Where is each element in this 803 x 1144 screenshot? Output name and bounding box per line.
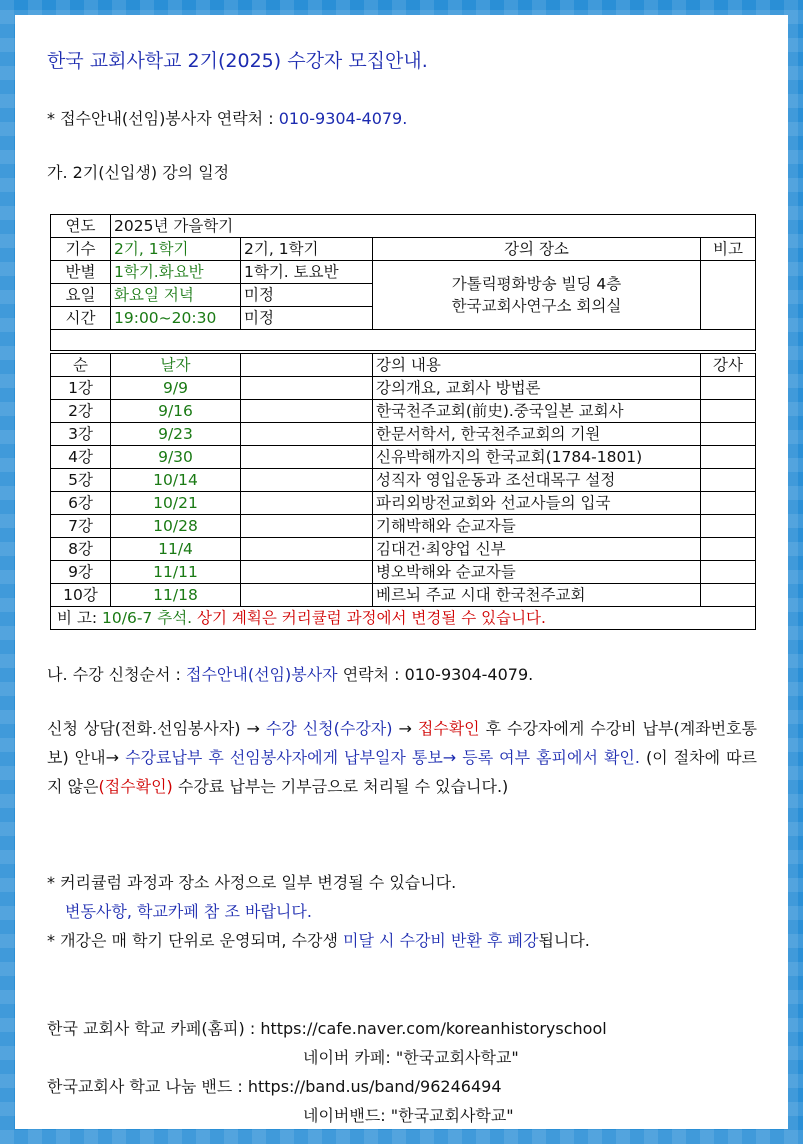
lecture-blank [241, 561, 373, 584]
lecture-row [51, 469, 756, 492]
place-cell [373, 261, 701, 330]
notice-page [15, 15, 788, 1129]
note-date: 10/6-7 추석. [102, 609, 198, 627]
lecture-lecturer [701, 446, 756, 469]
lecture-blank [241, 377, 373, 400]
header-date: 날자 [111, 354, 241, 377]
info-row-year [51, 215, 756, 238]
lecture-row [51, 400, 756, 423]
cafe-url-link[interactable]: https://cafe.naver.com/koreanhistoryschool [260, 1019, 607, 1038]
lecture-table [50, 353, 756, 630]
lecture-content: 김대건·최양업 신부 [373, 538, 701, 561]
process-p5: 후 수강자에게 수강비 납부(계좌번호통보) 안내→ [47, 719, 757, 767]
lecture-content: 파리외방전교회와 선교사들의 입국 [373, 492, 701, 515]
lecture-no: 8강 [51, 538, 111, 561]
lecture-date: 10/28 [111, 515, 241, 538]
info-row-gisu [51, 238, 756, 261]
lecture-no: 5강 [51, 469, 111, 492]
page-title: 한국 교회사학교 2기(2025) 수강자 모집안내. [47, 50, 428, 72]
lecture-row [51, 561, 756, 584]
lecture-content: 신유박해까지의 한국교회(1784-1801) [373, 446, 701, 469]
lecture-lecturer [701, 469, 756, 492]
header-content: 강의 내용 [373, 354, 701, 377]
lecture-content: 기해박해와 순교자들 [373, 515, 701, 538]
lecture-content: 병오박해와 순교자들 [373, 561, 701, 584]
section-b-highlight: 접수안내(선임)봉사자 [186, 665, 338, 684]
lecture-no: 4강 [51, 446, 111, 469]
gisu-label: 기수 [51, 238, 111, 261]
lecture-date: 9/9 [111, 377, 241, 400]
class-1: 1학기.화요반 [111, 261, 241, 284]
lecture-no: 9강 [51, 561, 111, 584]
place-line-1: 가톨릭평화방송 빌딩 4층 [451, 275, 622, 293]
header-no: 순 [51, 354, 111, 377]
lecture-lecturer [701, 400, 756, 423]
lecture-row [51, 492, 756, 515]
lecture-lecturer [701, 492, 756, 515]
band-name: 네이버밴드: "한국교회사학교" [303, 1106, 514, 1125]
lecture-no: 3강 [51, 423, 111, 446]
lecture-lecturer [701, 515, 756, 538]
lecture-no: 1강 [51, 377, 111, 400]
lecture-blank [241, 446, 373, 469]
lecture-lecturer [701, 538, 756, 561]
process-p1: 신청 상담(전화.선임봉사자) → [47, 719, 266, 738]
lecture-content: 한국천주교회(前史).중국일본 교회사 [373, 400, 701, 423]
lecture-row [51, 423, 756, 446]
process-paragraph [47, 714, 757, 801]
lecture-blank [241, 469, 373, 492]
note-3c: 됩니다. [538, 931, 590, 950]
note-3a: * 개강은 매 학기 단위로 운영되며, 수강생 [47, 931, 343, 950]
lecture-date: 9/30 [111, 446, 241, 469]
class-label: 반별 [51, 261, 111, 284]
lecture-blank [241, 584, 373, 607]
note-text: 상기 계획은 커리큘럼 과정에서 변경될 수 있습니다. [197, 609, 546, 627]
place-line-2: 한국교회사연구소 회의실 [451, 297, 622, 315]
info-spacer-row [51, 330, 756, 351]
lecture-blank [241, 538, 373, 561]
process-p3: → [392, 719, 418, 738]
process-p4: 접수확인 [417, 719, 480, 738]
lecture-date: 11/11 [111, 561, 241, 584]
time-2: 미정 [241, 307, 373, 330]
time-label: 시간 [51, 307, 111, 330]
contact-phone: 010-9304-4079. [278, 109, 408, 128]
lecture-lecturer [701, 377, 756, 400]
day-2: 미정 [241, 284, 373, 307]
lecture-content: 성직자 영입운동과 조선대목구 설정 [373, 469, 701, 492]
lecture-lecturer [701, 423, 756, 446]
day-label: 요일 [51, 284, 111, 307]
lecture-date: 10/21 [111, 492, 241, 515]
process-p2: 수강 신청(수강자) [265, 719, 393, 738]
footer-band [47, 1074, 502, 1097]
section-b-prefix: 나. 수강 신청순서 : [47, 665, 187, 684]
lecture-no: 10강 [51, 584, 111, 607]
band-label: 한국교회사 학교 나눔 밴드 : [47, 1077, 248, 1096]
lecture-row [51, 515, 756, 538]
note-label: 비 고: [57, 609, 103, 627]
lecture-content: 베르뇌 주교 시대 한국천주교회 [373, 584, 701, 607]
contact-line [47, 106, 407, 129]
process-p9: 수강료 납부는 기부금으로 처리될 수 있습니다.) [172, 777, 509, 796]
lecture-row [51, 538, 756, 561]
lecture-blank [241, 423, 373, 446]
lecture-lecturer [701, 561, 756, 584]
header-lecturer: 강사 [701, 354, 756, 377]
cafe-label: 한국 교회사 학교 카페(홈피) : [47, 1019, 261, 1038]
process-p7: (이 절차에 따르지 않은 [47, 748, 757, 796]
class-2: 1학기. 토요반 [241, 261, 373, 284]
gisu-1: 2기, 1학기 [111, 238, 241, 261]
lecture-note-row [51, 607, 756, 630]
lecture-blank [241, 492, 373, 515]
lecture-header-row [51, 354, 756, 377]
note-3b: 미달 시 수강비 반환 후 폐강 [342, 931, 539, 950]
process-p8: (접수확인) [98, 777, 173, 796]
time-1: 19:00~20:30 [111, 307, 241, 330]
year-label: 연도 [51, 215, 111, 238]
info-row-class [51, 261, 756, 284]
section-a-title: 가. 2기(신입생) 강의 일정 [47, 163, 230, 182]
lecture-no: 6강 [51, 492, 111, 515]
header-blank [241, 354, 373, 377]
note-line-3 [47, 928, 590, 951]
info-table [50, 214, 756, 351]
lecture-row [51, 377, 756, 400]
footer-cafe [47, 1016, 607, 1039]
section-b-suffix: 연락처 : 010-9304-4079. [337, 665, 534, 684]
spacer-cell [51, 330, 756, 351]
section-b-line [47, 662, 533, 685]
cafe-name: 네이버 카페: "한국교회사학교" [303, 1048, 519, 1067]
lecture-blank [241, 515, 373, 538]
note-header: 비고 [701, 238, 756, 261]
lecture-no: 2강 [51, 400, 111, 423]
gisu-2: 2기, 1학기 [241, 238, 373, 261]
lecture-date: 10/14 [111, 469, 241, 492]
process-p6: 수강료납부 후 선임봉사자에게 납부일자 통보→ 등록 여부 홈피에서 확인. [125, 748, 640, 767]
day-1: 화요일 저녁 [111, 284, 241, 307]
note-line-1: * 커리큘럼 과정과 장소 사정으로 일부 변경될 수 있습니다. [47, 873, 457, 892]
lecture-row [51, 446, 756, 469]
band-url-link[interactable]: https://band.us/band/96246494 [247, 1077, 502, 1096]
lecture-row [51, 584, 756, 607]
lecture-note [51, 607, 756, 630]
lecture-date: 11/4 [111, 538, 241, 561]
place-header: 강의 장소 [373, 238, 701, 261]
note-cell [701, 261, 756, 330]
lecture-content: 강의개요, 교회사 방법론 [373, 377, 701, 400]
lecture-content: 한문서학서, 한국천주교회의 기원 [373, 423, 701, 446]
lecture-date: 9/23 [111, 423, 241, 446]
lecture-blank [241, 400, 373, 423]
lecture-date: 9/16 [111, 400, 241, 423]
lecture-no: 7강 [51, 515, 111, 538]
year-value: 2025년 가을학기 [111, 215, 756, 238]
contact-prefix: * 접수안내(선임)봉사자 연락처 : [47, 109, 279, 128]
lecture-date: 11/18 [111, 584, 241, 607]
lecture-lecturer [701, 584, 756, 607]
note-line-2: 변동사항, 학교카페 참 조 바랍니다. [65, 902, 312, 921]
